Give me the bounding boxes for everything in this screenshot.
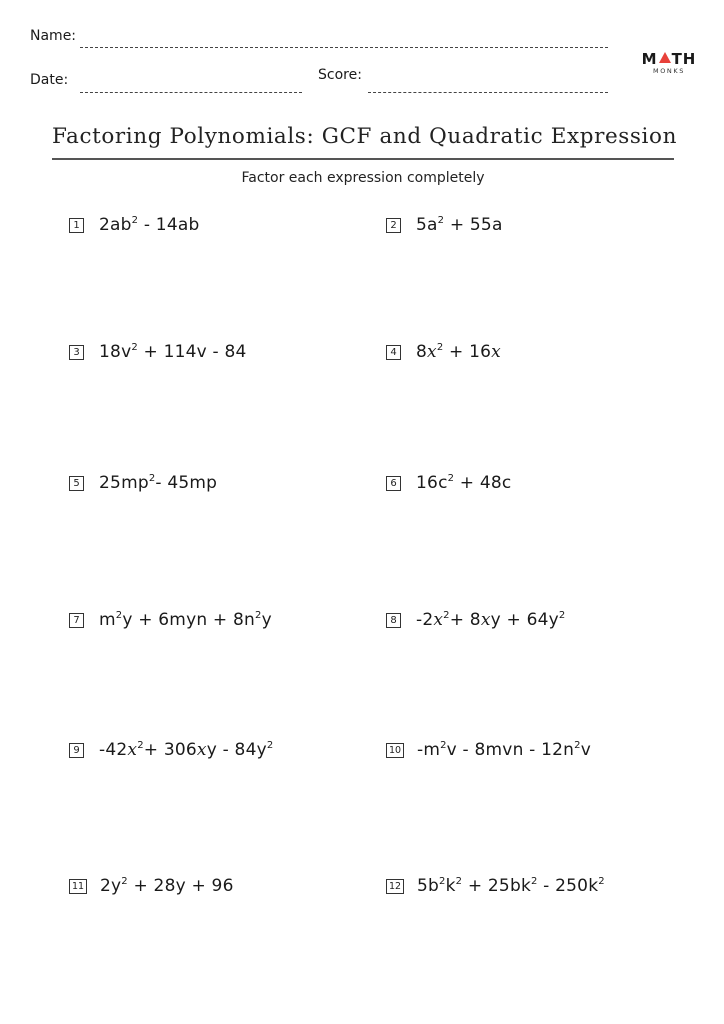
exponent: 2 [266,740,274,751]
exponent: 2 [558,610,566,621]
logo-subtitle: MONKS [653,67,685,75]
problem-number: 6 [386,476,401,491]
problem-expression: $2y^2 + 28y + 96$ [100,876,234,896]
problem-number: 9 [69,743,84,758]
problem-number: 11 [69,879,87,894]
problem-expression: $25mp^2-$ 45mp [99,473,218,493]
logo-wordmark [640,51,698,67]
problem-number: 7 [69,613,84,628]
problem-10 [386,738,591,762]
exponent: 2 [440,740,447,751]
variable-x: x [196,740,207,760]
exponent: 2 [131,342,138,353]
exponent: 2 [439,876,446,887]
exponent: 2 [437,215,445,226]
exponent: 2 [148,473,156,484]
problem-6 [386,471,511,495]
score-field[interactable] [368,92,608,93]
exponent: 2 [137,740,144,751]
exponent: 2 [115,610,123,621]
problem-expression: $8x^2 + 16x$ [416,342,501,362]
problem-11 [69,874,234,898]
name-label: Name: [30,28,77,44]
exponent: 2 [574,740,581,751]
exponent: 2 [530,876,538,887]
problem-8 [386,608,565,632]
problem-expression: $16c^2 + 48c$ [416,473,512,493]
problem-number: 3 [69,345,84,360]
variable-x: x [427,342,437,362]
variable-x: x [127,740,138,760]
instructions: Factor each expression completely [241,170,485,186]
problem-expression: $2ab^2 - 14ab$ [99,215,200,235]
name-field[interactable] [80,47,608,48]
worksheet-title: Factoring Polynomials: GCF and Quadratic Expression [52,124,678,149]
logo-text-left: M [641,50,658,68]
score-label: Score: [318,67,362,83]
exponent: 2 [598,876,605,887]
problem-number: 4 [386,345,401,360]
exponent: 2 [121,876,128,887]
exponent: 2 [443,610,450,621]
problem-1 [69,213,199,237]
problem-number: 5 [69,476,84,491]
exponent: 2 [455,876,463,887]
problem-12 [386,874,605,898]
exponent: 2 [131,215,139,226]
problem-expression: $m^2y + 6myn + 8n^2y$ [99,610,272,630]
problem-3 [69,340,247,364]
variable-x: x [491,342,501,362]
exponent: 2 [255,610,262,621]
problem-number: 8 [386,613,401,628]
date-field[interactable] [80,92,302,93]
problem-expression: $-42x^2+ 306xy - 84y^2$ [99,740,274,760]
problem-expression: $18v^2 + 114v - 84$ [99,342,247,362]
triangle-a-icon [659,52,671,63]
exponent: 2 [447,473,455,484]
problem-4 [386,340,501,364]
problem-number: 2 [386,218,401,233]
problem-number: 12 [386,879,404,894]
problem-number: 1 [69,218,84,233]
logo-text-right: TH [671,50,697,68]
problem-9 [69,738,273,762]
title-divider [52,158,674,160]
problem-expression: $-m^2v - 8mvn - 12n^2v$ [417,740,591,760]
exponent: 2 [436,342,444,353]
variable-x: x [480,610,491,630]
problem-2 [386,213,503,237]
variable-x: x [433,610,444,630]
date-label: Date: [30,72,69,88]
problem-expression: $5b^2k^2 + 25bk^2 - 250k^2$ [417,876,605,896]
problem-expression: $-2x^2+ 8xy + 64y^2$ [416,610,566,630]
problem-7 [69,608,272,632]
problem-5 [69,471,217,495]
math-monks-logo [640,51,698,76]
problem-expression: $5a^2 + 55a$ [416,215,503,235]
problem-number: 10 [386,743,404,758]
